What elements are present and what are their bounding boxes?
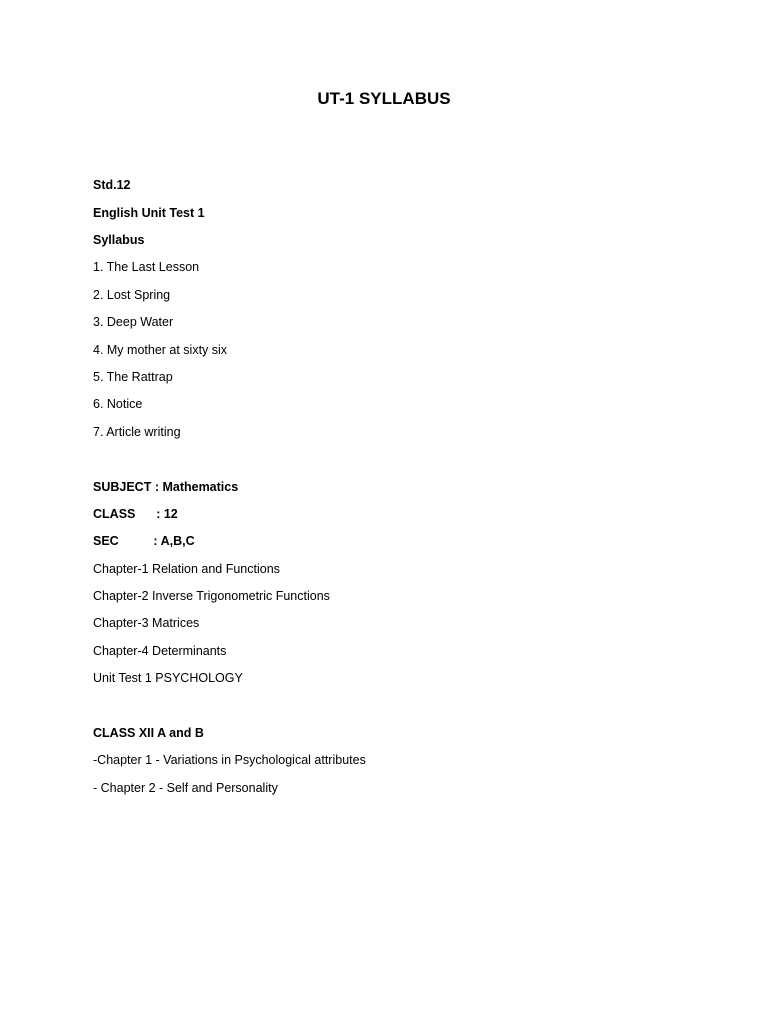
english-std: Std.12 [93,178,131,192]
english-heading: English Unit Test 1 [93,206,205,220]
math-sec: SEC : A,B,C [93,534,195,548]
english-item: 2. Lost Spring [93,288,171,302]
english-syllabus-label: Syllabus [93,233,145,247]
math-chapter: Chapter-2 Inverse Trigonometric Functions [93,589,330,603]
math-class: CLASS : 12 [93,507,178,521]
page-title: UT-1 SYLLABUS [317,89,451,108]
psychology-chapter: - Chapter 2 - Self and Personality [93,781,278,795]
psychology-chapter: -Chapter 1 - Variations in Psychological attributes [93,753,366,767]
math-chapter: Chapter-3 Matrices [93,616,200,630]
psychology-class: CLASS XII A and B [93,726,204,740]
math-chapter: Chapter-1 Relation and Functions [93,562,280,576]
english-item: 1. The Last Lesson [93,260,200,274]
psychology-heading: Unit Test 1 PSYCHOLOGY [93,671,243,685]
english-item: 7. Article writing [93,425,181,439]
math-subject: SUBJECT : Mathematics [93,480,239,494]
math-chapter: Chapter-4 Determinants [93,644,227,658]
english-item: 6. Notice [93,397,143,411]
english-item: 3. Deep Water [93,315,174,329]
english-item: 5. The Rattrap [93,370,173,384]
english-item: 4. My mother at sixty six [93,343,228,357]
